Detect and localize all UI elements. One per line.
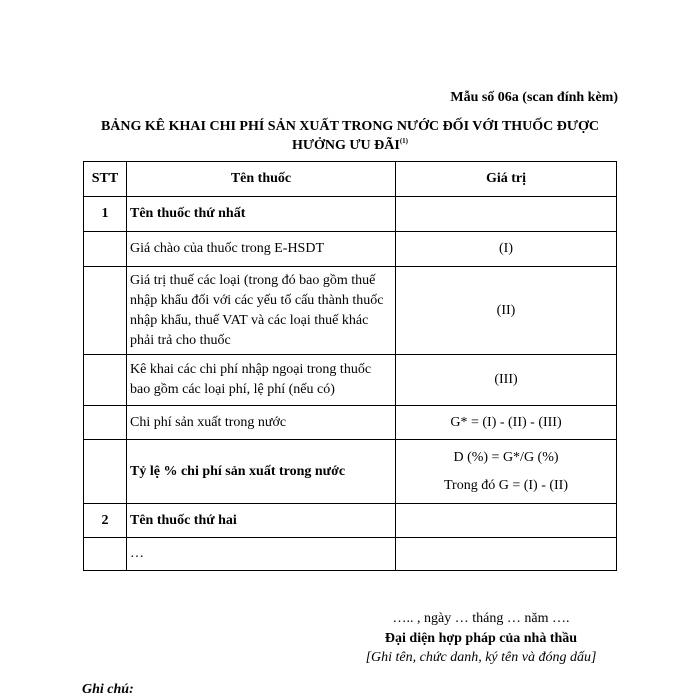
row-stt (84, 440, 127, 504)
row-value (396, 538, 617, 571)
row-label: Giá trị thuế các loại (trong đó bao gồm thuế nhập khẩu đối với các yếu tố cấu thành thuốc nhập khẩu, thuế VAT và các loại thuế khác phải trả cho thuốc (127, 267, 396, 355)
row-stt (84, 406, 127, 440)
row-stt: 1 (84, 197, 127, 232)
row-value: (III) (396, 355, 617, 406)
row-label: Giá chào của thuốc trong E-HSDT (127, 232, 396, 267)
row-value: G* = (I) - (II) - (III) (396, 406, 617, 440)
table-row (84, 267, 617, 355)
title-line-2: HƯỞNG ƯU ĐÃI (291, 138, 400, 153)
row-drug-name: Tên thuốc thứ hai (127, 504, 396, 538)
header-drug-name: Tên thuốc (127, 162, 396, 197)
table-row (84, 504, 617, 538)
row-label: Kê khai các chi phí nhập ngoại trong thuốc bao gồm các loại phí, lệ phí (nếu có) (127, 355, 396, 406)
table-row (84, 232, 617, 267)
row-value: (II) (396, 267, 617, 355)
row-stt (84, 355, 127, 406)
document-title (80, 117, 620, 155)
row-stt: 2 (84, 504, 127, 538)
formula-line-1: D (%) = G*/G (%) (453, 449, 559, 465)
row-stt (84, 232, 127, 267)
row-value: (I) (396, 232, 617, 267)
table-row (84, 538, 617, 571)
row-label: Tỷ lệ % chi phí sản xuất trong nước (127, 440, 396, 504)
row-stt (84, 267, 127, 355)
formula-line-2: Trong đó G = (I) - (II) (443, 477, 569, 493)
row-stt (84, 538, 127, 571)
cost-declaration-table (83, 161, 617, 571)
table-row (84, 440, 617, 504)
table-row (84, 406, 617, 440)
table-row (84, 355, 617, 406)
header-value: Giá trị (396, 162, 617, 197)
table-row (84, 197, 617, 232)
title-line-1: BẢNG KÊ KHAI CHI PHÍ SẢN XUẤT TRONG NƯỚC ĐỐI VỚI THUỐC ĐƯỢC (100, 119, 600, 134)
row-drug-name: Tên thuốc thứ nhất (127, 197, 396, 232)
representative-label: Đại diện hợp pháp của nhà thầu (384, 631, 578, 646)
row-label: … (127, 538, 396, 571)
title-footnote-marker: (1) (399, 137, 408, 145)
row-label: Chi phí sản xuất trong nước (127, 406, 396, 440)
note-label: Ghi chú: (82, 682, 134, 697)
form-number: Mẫu số 06a (scan đính kèm) (450, 90, 618, 105)
date-line: ….. , ngày … tháng … năm …. (392, 611, 570, 626)
row-value (396, 504, 617, 538)
row-value (396, 440, 617, 504)
header-stt: STT (84, 162, 127, 197)
signature-instruction: [Ghi tên, chức danh, ký tên và đóng dấu] (365, 650, 597, 665)
row-value (396, 197, 617, 232)
table-header-row (84, 162, 617, 197)
